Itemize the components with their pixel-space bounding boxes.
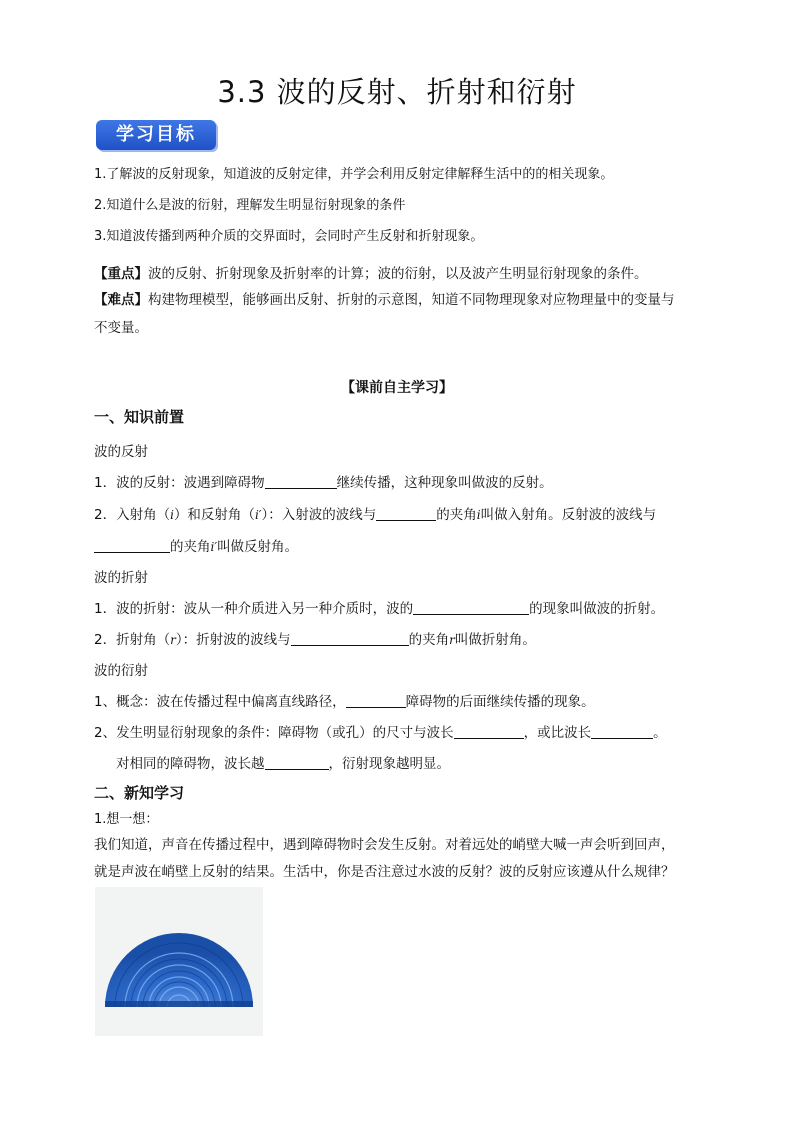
text: 1．波的折射：波从一种介质进入另一种介质时，波的	[94, 601, 414, 617]
difficult-points-cont: 不变量。	[94, 320, 148, 336]
refraction-item-2	[94, 628, 536, 648]
text: 1、概念：波在传播过程中偏离直线路径，	[94, 694, 346, 710]
question-paragraph-line1: 我们知道，声音在传播过程中，遇到障碍物时会发生反射。对着远处的峭壁大喊一声会听到回声，	[94, 837, 675, 853]
text: 叫做入射角。反射波的波线与	[480, 507, 657, 523]
part1-heading: 一、知识前置	[94, 408, 185, 426]
difficult-points	[94, 288, 675, 308]
reflection-item-2	[94, 503, 656, 523]
text: 2．入射角（	[94, 507, 171, 523]
text: ）：折射波的波线与	[175, 632, 291, 648]
text: 障碍物的后面继续传播的现象。	[405, 694, 595, 710]
answer-blank[interactable]	[291, 631, 409, 646]
text: 。	[653, 725, 667, 741]
refraction-item-1	[94, 597, 664, 617]
answer-blank[interactable]	[454, 724, 524, 739]
text: 叫做折射角。	[454, 632, 536, 648]
text: 的现象叫做波的折射。	[529, 601, 665, 617]
objective-3: 3.知道波传播到两种介质的交界面时，会同时产生反射和折射现象。	[94, 229, 484, 244]
page-title: 3.3 波的反射、折射和衍射	[217, 75, 577, 109]
answer-blank[interactable]	[413, 600, 529, 615]
text: 2、发生明显衍射现象的条件：障碍物（或孔）的尺寸与波长	[94, 725, 454, 741]
answer-blank[interactable]	[265, 474, 337, 489]
text: 2．折射角（	[94, 632, 171, 648]
symbol-r: r	[170, 633, 176, 647]
symbol-i: i	[170, 508, 174, 522]
diffraction-item-1	[94, 690, 595, 710]
symbol-r: r	[449, 633, 455, 647]
text: 的夹角	[436, 507, 477, 523]
water-wave-illustration	[95, 887, 263, 1036]
text: 1．波的反射：波遇到障碍物	[94, 475, 265, 491]
key-points	[94, 262, 648, 282]
answer-blank[interactable]	[346, 693, 406, 708]
symbol-i-prime: i′	[210, 540, 218, 554]
symbol-i: i	[476, 508, 481, 522]
question-paragraph-line2: 就是声波在峭壁上反射的结果。生活中，你是否注意过水波的反射？波的反射应该遵从什么规律？	[94, 864, 675, 880]
answer-blank[interactable]	[265, 755, 329, 770]
key-points-text: 波的反射、折射现象及折射率的计算；波的衍射，以及波产生明显衍射现象的条件。	[148, 266, 648, 282]
water-wave-reflection-image	[95, 887, 263, 1036]
section-heading: 【课前自主学习】	[341, 380, 453, 396]
symbol-i-prime: i′	[254, 508, 262, 522]
text: ，或比波长	[523, 725, 592, 741]
text: 对相同的障碍物，波长越	[116, 756, 265, 772]
part2-heading: 二、新知学习	[94, 784, 185, 802]
answer-blank[interactable]	[376, 506, 436, 521]
text: 继续传播，这种现象叫做波的反射。	[336, 475, 553, 491]
diffraction-item-3	[116, 752, 450, 772]
objectives-badge: 学习目标	[96, 120, 216, 150]
objective-1: 1.了解波的反射现象，知道波的反射定律，并学会利用反射定律解释生活中的的相关现象。	[94, 167, 614, 182]
key-points-label: 【重点】	[94, 266, 148, 282]
think-label: 1.想一想：	[94, 812, 159, 827]
diffraction-item-2	[94, 721, 667, 741]
answer-blank[interactable]	[94, 538, 170, 553]
difficult-points-label: 【难点】	[94, 292, 148, 308]
difficult-points-text: 构建物理模型，能够画出反射、折射的示意图，知道不同物理现象对应物理量中的变量与	[148, 292, 675, 308]
text: ）和反射角（	[173, 507, 255, 523]
reflection-title: 波的反射	[94, 444, 148, 460]
text: 的夹角	[170, 539, 211, 555]
text: ，衍射现象越明显。	[328, 756, 450, 772]
answer-blank[interactable]	[591, 724, 653, 739]
refraction-title: 波的折射	[94, 570, 148, 586]
reflection-item-1	[94, 471, 553, 491]
objective-2: 2.知道什么是波的衍射，理解发生明显衍射现象的条件	[94, 198, 406, 213]
text: ）：入射波的波线与	[261, 507, 377, 523]
text: 叫做反射角。	[217, 539, 299, 555]
diffraction-title: 波的衍射	[94, 663, 148, 679]
reflection-item-2-cont	[94, 535, 298, 555]
text: 的夹角	[408, 632, 450, 648]
